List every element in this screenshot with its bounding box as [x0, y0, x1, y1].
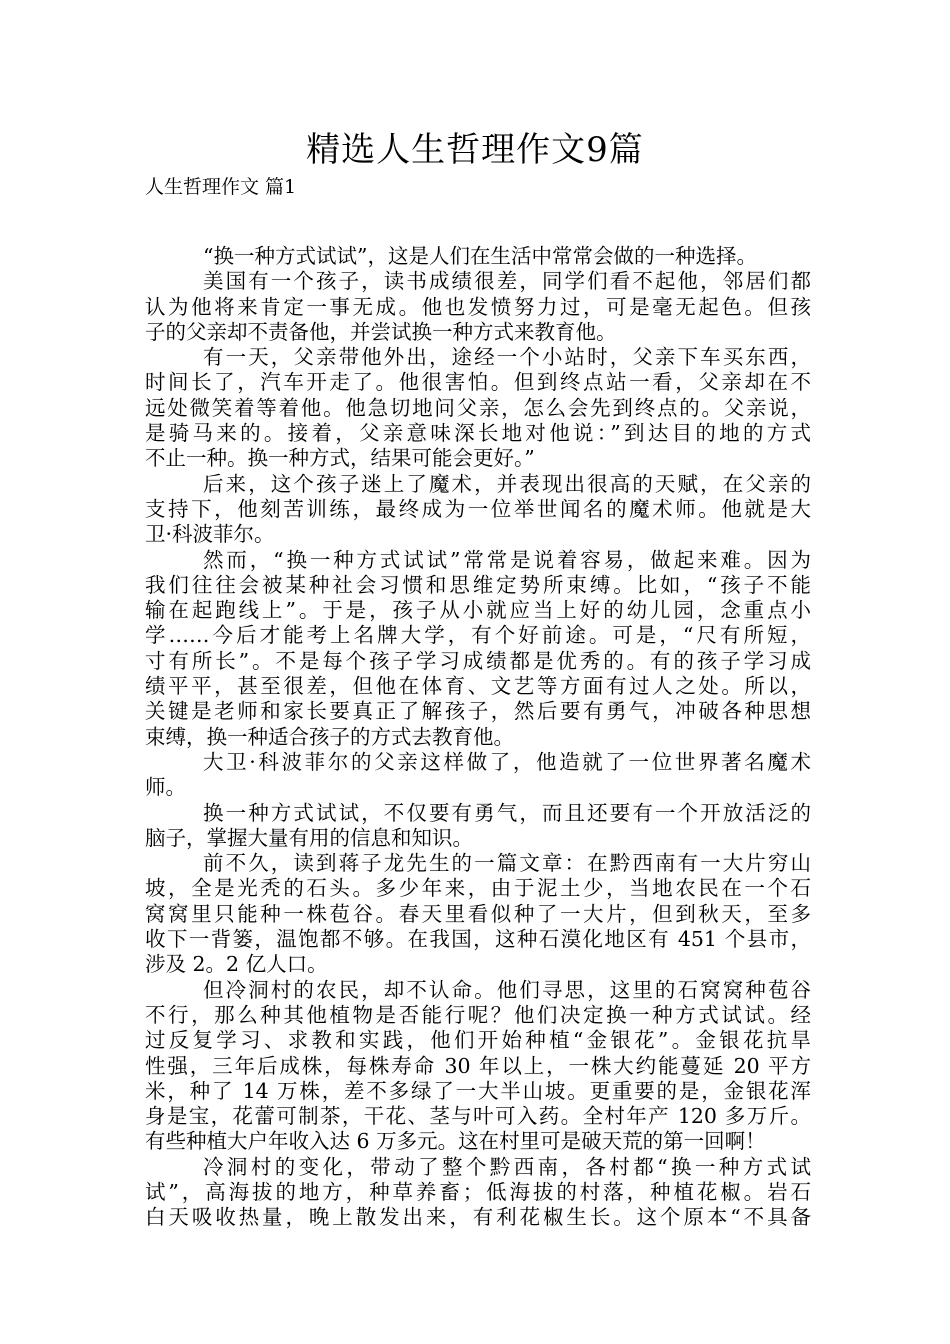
paragraph-line: 支持下，他刻苦训练，最终成为一位举世闻名的魔术师。他就是大	[145, 496, 811, 521]
paragraph-line: 窝窝里只能种一株苞谷。春天里看似种了一大片，但到秋天，至多	[145, 901, 811, 926]
paragraph-line: 关键是老师和家长要真正了解孩子，然后要有勇气，冲破各种思想	[145, 699, 811, 724]
paragraph	[145, 548, 811, 750]
paragraph-line: 远处微笑着等着他。他急切地问父亲，怎么会先到终点的。父亲说，	[145, 395, 811, 420]
paragraph-line: 不行，那么种其他植物是否能行呢？他们决定换一种方式试试。经	[145, 1002, 811, 1027]
paragraph	[145, 851, 811, 977]
paragraph-line: 时间长了，汽车开走了。他很害怕。但到终点站一看，父亲却在不	[145, 370, 811, 395]
paragraph-line: 涉及 2。2 亿人口。	[145, 952, 328, 977]
paragraph-line: 束缚，换一种适合孩子的方式去教育他。	[145, 724, 514, 749]
paragraph-line: 白天吸收热量，晚上散发出来，有利花椒生长。这个原本“不具备	[145, 1205, 811, 1230]
paragraph-line: 大卫·科波菲尔的父亲这样做了，他造就了一位世界著名魔术	[203, 749, 811, 774]
paragraph-line: 然而，“换一种方式试试”常常是说着容易，做起来难。因为	[203, 547, 811, 572]
paragraph	[145, 472, 811, 548]
paragraph-line: 美国有一个孩子，读书成绩很差，同学们看不起他，邻居们都	[203, 269, 811, 294]
paragraph-line: 身是宝，花蕾可制茶，干花、茎与叶可入药。全村年产 120 多万斤。	[145, 1104, 811, 1129]
paragraph-line: 寸有所长”。不是每个孩子学习成绩都是优秀的。有的孩子学习成	[145, 648, 811, 673]
paragraph-line: 后来，这个孩子迷上了魔术，并表现出很高的天赋，在父亲的	[203, 471, 811, 496]
document-title: 精选人生哲理作文9篇	[306, 130, 644, 170]
paragraph	[145, 978, 811, 1155]
paragraph-line: 子的父亲却不责备他，并尝试换一种方式来教育他。	[145, 319, 617, 344]
paragraph-line: 换一种方式试试，不仅要有勇气，而且还要有一个开放活泛的	[203, 800, 811, 825]
paragraph	[145, 1155, 811, 1231]
paragraph-line: 有一天，父亲带他外出，途经一个小站时，父亲下车买东西，	[203, 345, 811, 370]
paragraph	[145, 244, 811, 269]
paragraph-line: 师。	[145, 775, 186, 800]
paragraph-line: 脑子，掌握大量有用的信息和知识。	[145, 825, 473, 850]
paragraph	[145, 345, 811, 471]
paragraph-line: 收下一背篓，温饱都不够。在我国，这种石漠化地区有 451 个县市，	[145, 927, 811, 952]
paragraph-line: 试”，高海拔的地方，种草养畜；低海拔的村落，种植花椒。岩石	[145, 1179, 811, 1204]
paragraph-line: 学……今后才能考上名牌大学，有个好前途。可是，“尺有所短，	[145, 623, 811, 648]
paragraph	[145, 750, 811, 801]
paragraph-line: 是骑马来的。接着，父亲意味深长地对他说：”到达目的地的方式	[145, 421, 811, 446]
paragraph-line: 前不久，读到蒋子龙先生的一篇文章：在黔西南有一大片穷山	[203, 851, 811, 876]
paragraph-line: “换一种方式试试”，这是人们在生活中常常会做的一种选择。	[203, 244, 757, 268]
paragraph-line: 认为他将来肯定一事无成。他也发愤努力过，可是毫无起色。但孩	[145, 294, 811, 319]
paragraph-line: 我们往往会被某种社会习惯和思维定势所束缚。比如，“孩子不能	[145, 572, 811, 597]
paragraph	[145, 269, 811, 345]
paragraph	[145, 801, 811, 852]
paragraph-line: 但冷洞村的农民，却不认命。他们寻思，这里的石窝窝种苞谷	[203, 977, 811, 1002]
paragraph-line: 绩平平，甚至很差，但他在体育、文艺等方面有过人之处。所以，	[145, 674, 811, 699]
paragraph-line: 输在起跑线上”。于是，孩子从小就应当上好的幼儿园，念重点小	[145, 598, 811, 623]
paragraph-line: 性强，三年后成株，每株寿命 30 年以上，一株大约能蔓延 20 平方	[145, 1053, 811, 1078]
paragraph-line: 过反复学习、求教和实践，他们开始种植“金银花”。金银花抗旱	[145, 1028, 811, 1053]
section-heading: 人生哲理作文 篇1	[145, 176, 297, 198]
paragraph-line: 坡，全是光秃的石头。多少年来，由于泥土少，当地农民在一个石	[145, 876, 811, 901]
paragraph-line: 冷洞村的变化，带动了整个黔西南，各村都“换一种方式试	[203, 1154, 811, 1179]
body-text	[145, 244, 811, 1231]
paragraph-line: 米，种了 14 万株，差不多绿了一大半山坡。更重要的是，金银花浑	[145, 1078, 811, 1103]
paragraph-line: 有些种植大户年收入达 6 万多元。这在村里可是破天荒的第一回啊！	[145, 1129, 766, 1154]
paragraph-line: 卫·科波菲尔。	[145, 522, 275, 547]
paragraph-line: 不止一种。换一种方式，结果可能会更好。”	[145, 446, 535, 471]
